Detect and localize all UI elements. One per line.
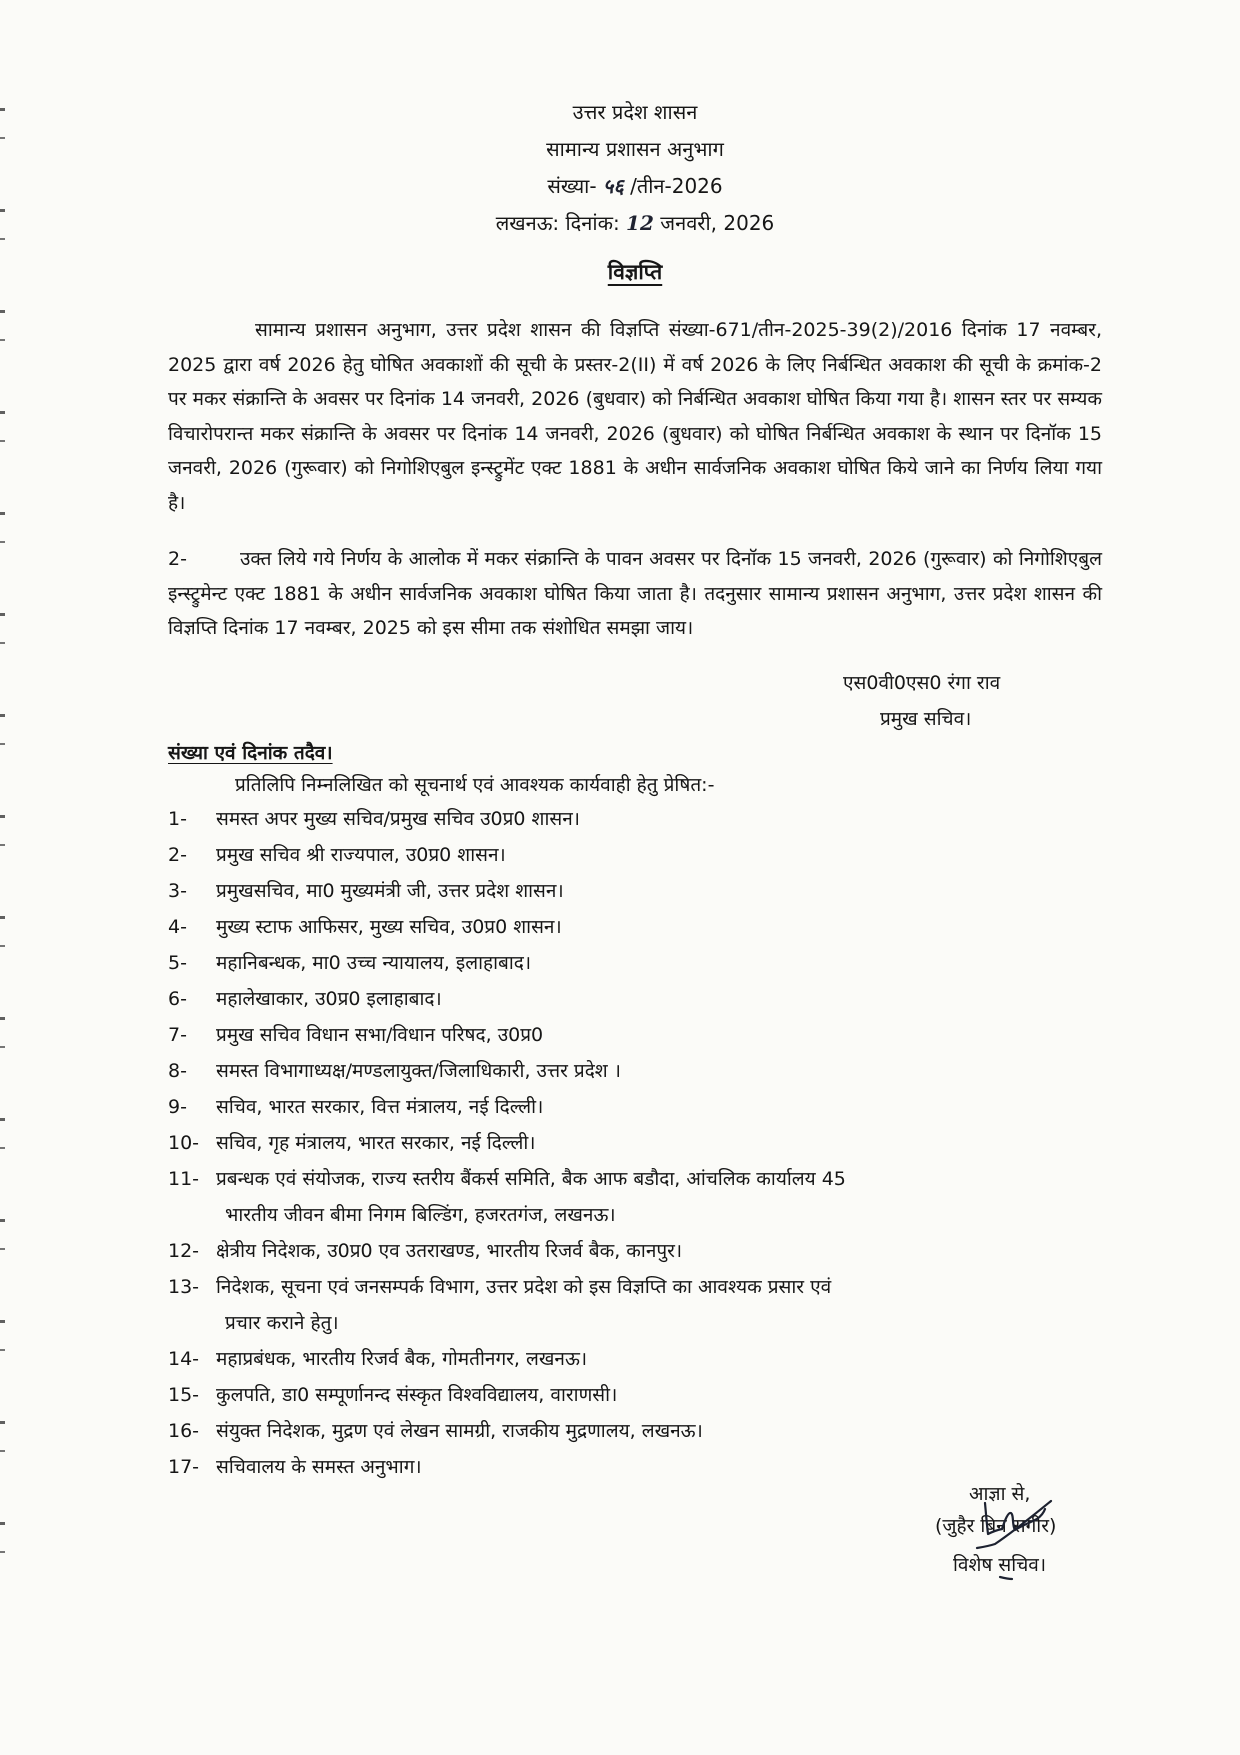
recipient-text-line: प्रबन्धक एवं संयोजक, राज्य स्तरीय बैंकर्स समिति, बैक आफ बडौदा, आंचलिक कार्यालय 45: [216, 1167, 846, 1190]
signatory-principal-secretary: [168, 665, 1102, 737]
recipient-item: [168, 1341, 1102, 1377]
signatory-special-secretary: [935, 1478, 1235, 1581]
paragraph-1: सामान्य प्रशासन अनुभाग, उत्तर प्रदेश शासन की विज्ञप्ति संख्या-671/तीन-2025-39(2)/2016 दिनांक 17 नवम्बर, 2025 द्वारा वर्ष 2026 हेतु घोषित अवकाशों की सूची के प्रस्तर-2(II) में वर्ष 2026 के लिए निर्बन्धित अवकाश की सूची के क्रमांक-2 पर मकर संक्रान्ति के अवसर पर दिनांक 14 जनवरी, 2026 (बुधवार) को निर्बन्धित अवकाश घोषित किया गया है। शासन स्तर पर सम्यक विचारोपरान्त मकर संक्रान्ति के अवसर पर दिनांक 14 जनवरी, 2026 (बुधवार) को घोषित निर्बन्धित अवकाश के स्थान पर दिनॉक 15 जनवरी, 2026 (गुरूवार) को निगोशिएबुल इन्स्ट्रुमेंट एक्ट 1881 के अधीन सार्वजनिक अवकाश घोषित किये जाने का निर्णय लिया गया है।: [168, 319, 1102, 514]
recipient-text: प्रमुख सचिव विधान सभा/विधान परिषद, उ0प्र0: [216, 1023, 544, 1046]
recipient-item: [168, 801, 1102, 837]
recipient-text: सचिवालय के समस्त अनुभाग।: [216, 1455, 422, 1478]
recipient-text-continuation: प्रचार कराने हेतु।: [225, 1311, 339, 1334]
recipient-number: 2-: [168, 843, 187, 866]
recipient-item: [168, 837, 1102, 873]
recipient-item: [168, 909, 1102, 945]
scan-edge-marks: [0, 60, 5, 1560]
reference-number: [168, 168, 1102, 205]
issue-date-handwritten-day: 12: [626, 211, 654, 235]
recipient-item: [168, 1017, 1102, 1053]
paragraph-number: 2-: [168, 548, 187, 570]
signatory-designation: विशेष सचिव।: [953, 1553, 1047, 1576]
recipient-text: प्रमुखसचिव, मा0 मुख्यमंत्री जी, उत्तर प्रदेश शासन।: [216, 879, 564, 902]
recipient-text: महानिबन्धक, मा0 उच्च न्यायालय, इलाहाबाद।: [216, 951, 532, 974]
recipient-text: समस्त अपर मुख्य सचिव/प्रमुख सचिव उ0प्र0 शासन।: [216, 807, 580, 830]
document-title: विज्ञप्ति: [607, 260, 663, 284]
recipient-item: [168, 1053, 1102, 1089]
recipient-text: प्रमुख सचिव श्री राज्यपाल, उ0प्र0 शासन।: [216, 843, 506, 866]
recipient-number: 7-: [168, 1023, 187, 1046]
recipient-item: [168, 945, 1102, 981]
recipient-number: 13-: [168, 1275, 200, 1298]
recipient-number: 5-: [168, 951, 187, 974]
recipient-number: 10-: [168, 1131, 200, 1154]
recipient-text: सचिव, भारत सरकार, वित्त मंत्रालय, नई दिल्ली।: [216, 1095, 544, 1118]
recipient-item: [168, 1413, 1102, 1449]
copy-reference: संख्या एवं दिनांक तदैव।: [168, 741, 333, 764]
recipient-number: 9-: [168, 1095, 187, 1118]
paragraph-text: उक्त लिये गये निर्णय के आलोक में मकर संक्रान्ति के पावन अवसर पर दिनॉक 15 जनवरी, 2026 (गुरूवार) को निगोशिएबुल इन्स्ट्रुमेन्ट एक्ट 1881 के अधीन सार्वजनिक अवकाश घोषित किया जाता है। तदनुसार सामान्य प्रशासन अनुभाग, उत्तर प्रदेश शासन की विज्ञप्ति दिनांक 17 नवम्बर, 2025 को इस सीमा तक संशोधित समझा जाय।: [168, 548, 1102, 639]
recipient-number: 1-: [168, 807, 187, 830]
recipient-item: [168, 1161, 1102, 1233]
by-order-line: आज्ञा से,: [969, 1482, 1031, 1505]
recipient-item: [168, 1233, 1102, 1269]
recipient-text: महालेखाकार, उ0प्र0 इलाहाबाद।: [216, 987, 442, 1010]
recipient-text: समस्त विभागाध्यक्ष/मण्डलायुक्त/जिलाधिकारी, उत्तर प्रदेश ।: [216, 1059, 621, 1082]
recipient-number: 4-: [168, 915, 187, 938]
recipient-number: 16-: [168, 1419, 200, 1442]
recipient-text: संयुक्त निदेशक, मुद्रण एवं लेखन सामग्री, राजकीय मुद्रणालय, लखनऊ।: [216, 1419, 703, 1442]
recipient-number: 15-: [168, 1383, 200, 1406]
recipient-list: [168, 801, 1102, 1576]
recipient-number: 6-: [168, 987, 187, 1010]
document-body: [168, 94, 1102, 1576]
reference-number-prefix: संख्या-: [547, 174, 597, 198]
department-name: सामान्य प्रशासन अनुभाग: [546, 137, 724, 161]
recipient-number: 11-: [168, 1167, 200, 1190]
signatory-designation: प्रमुख सचिव।: [880, 707, 972, 730]
government-name: उत्तर प्रदेश शासन: [572, 100, 698, 124]
reference-number-suffix: /तीन-2026: [630, 174, 723, 198]
signature-stroke: [985, 1503, 1002, 1534]
recipient-item: [168, 1269, 1102, 1341]
recipient-text: महाप्रबंधक, भारतीय रिजर्व बैक, गोमतीनगर, लखनऊ।: [216, 1347, 588, 1370]
issue-date: [168, 205, 1102, 242]
recipient-text: [216, 1269, 1102, 1341]
signature-stroke: [1000, 1577, 1012, 1579]
recipient-item: [168, 1125, 1102, 1161]
paragraph-2: [168, 542, 1102, 646]
recipient-item: [168, 981, 1102, 1017]
recipient-text-line: निदेशक, सूचना एवं जनसम्पर्क विभाग, उत्तर प्रदेश को इस विज्ञप्ति का आवश्यक प्रसार एवं: [216, 1275, 832, 1298]
recipient-number: 8-: [168, 1059, 187, 1082]
recipient-text: कुलपति, डा0 सम्पूर्णानन्द संस्कृत विश्वविद्यालय, वाराणसी।: [216, 1383, 618, 1406]
recipient-number: 17-: [168, 1455, 200, 1478]
recipient-item: [168, 1377, 1102, 1413]
recipient-text-continuation: भारतीय जीवन बीमा निगम बिल्डिंग, हजरतगंज, लखनऊ।: [225, 1203, 616, 1226]
signatory-name: (जुहैर बिन सगीर): [935, 1514, 1057, 1537]
recipient-text: क्षेत्रीय निदेशक, उ0प्र0 एव उतराखण्ड, भारतीय रिजर्व बैक, कानपुर।: [216, 1239, 683, 1262]
recipient-text: सचिव, गृह मंत्रालय, भारत सरकार, नई दिल्ली।: [216, 1131, 536, 1154]
signatory-name: एस0वी0एस0 रंगा राव: [843, 671, 1001, 694]
recipient-number: 12-: [168, 1239, 200, 1262]
recipient-text: मुख्य स्टाफ आफिसर, मुख्य सचिव, उ0प्र0 शासन।: [216, 915, 562, 938]
copy-intro: प्रतिलिपि निम्नलिखित को सूचनार्थ एवं आवश्यक कार्यवाही हेतु प्रेषित:-: [235, 773, 715, 796]
recipient-item: [168, 873, 1102, 909]
recipient-number: 3-: [168, 879, 187, 902]
issue-date-suffix: जनवरी, 2026: [660, 211, 775, 235]
letterhead: [168, 94, 1102, 242]
issue-date-prefix: लखनऊ: दिनांक:: [495, 211, 620, 235]
recipient-number: 14-: [168, 1347, 200, 1370]
handwritten-signature: [965, 1484, 1105, 1584]
recipient-text: [216, 1161, 1102, 1233]
recipient-item: [168, 1089, 1102, 1125]
reference-number-handwritten: ५६: [602, 174, 624, 198]
